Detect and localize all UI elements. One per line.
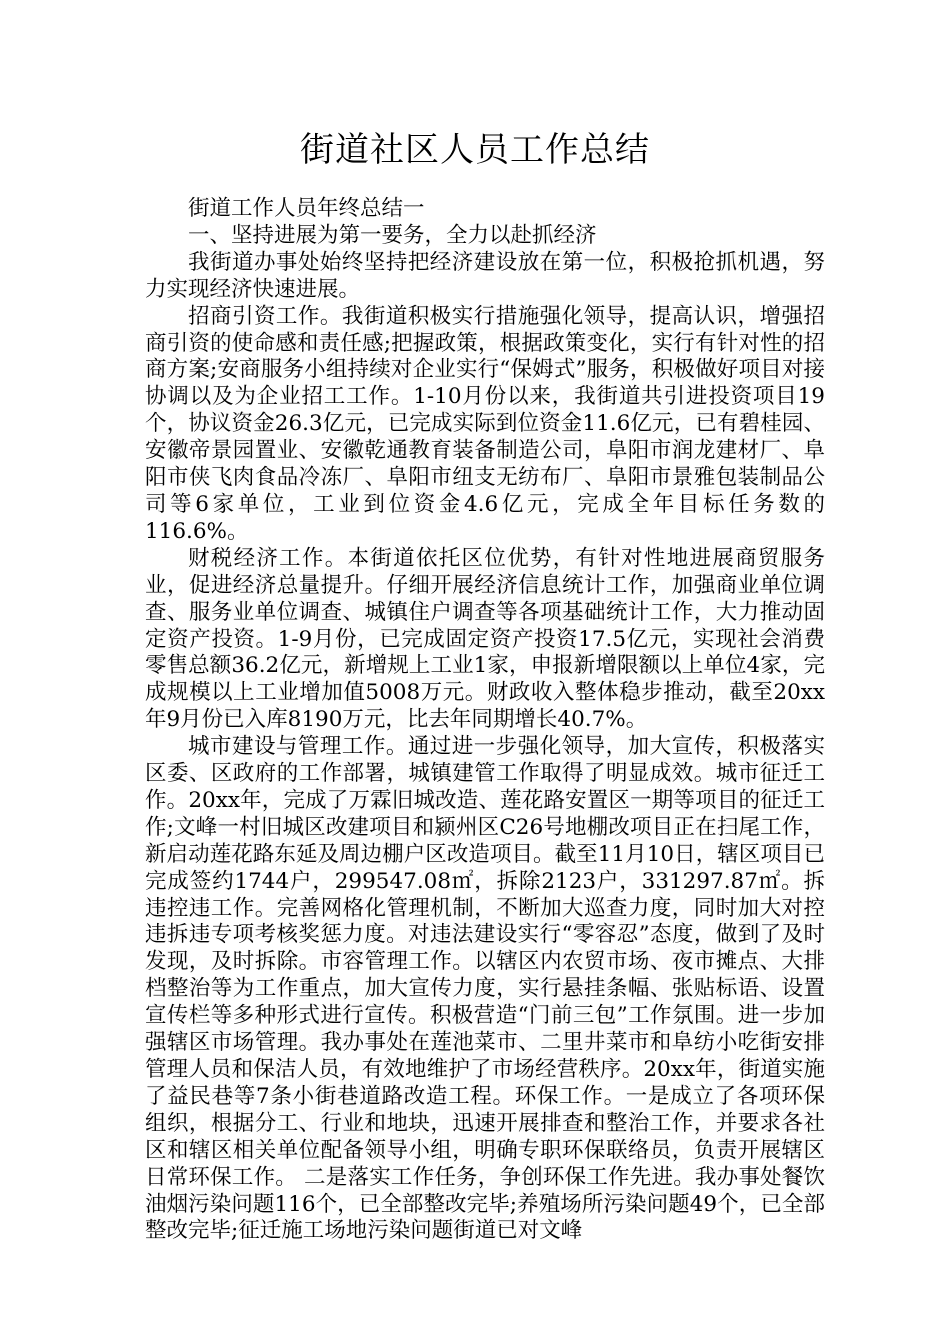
paragraph: 街道工作人员年终总结一 <box>188 196 425 221</box>
paragraph: 招商引资工作。我街道积极实行措施强化领导，提高认识，增强招商引资的使命感和责任感;把握政策，根据政策变化，实行有针对性的招商方案;安商服务小组持续对企业实行“保姆式”服务，积极做好项目对接协调以及为企业招工工作。1-10月份以来，我街道共引进投资项目19个，协议资金26.3亿元，已完成实际到位资金11.6亿元，已有碧桂园、安徽帝景园置业、安徽乾通教育装备制造公司，阜阳市润龙建材厂、阜阳市侠飞肉食品冷冻厂、阜阳市纽支无纺布厂、阜阳市景雅包装制品公司等6家单位，工业到位资金4.6亿元，完成全年目标任务数的116.6%。 <box>145 303 825 544</box>
document-body <box>145 196 825 1245</box>
paragraph: 城市建设与管理工作。通过进一步强化领导，加大宣传，积极落实区委、区政府的工作部署，城镇建管工作取得了明显成效。城市征迁工作。20xx年，完成了万霖旧城改造、莲花路安置区一期等项目的征迁工作;文峰一村旧城区改建项目和颍州区C26号地棚改项目正在扫尾工作，新启动莲花路东延及周边棚户区改造项目。截至11月10日，辖区项目已完成签约1744户，299547.08㎡，拆除2123户，331297.87㎡。拆违控违工作。完善网格化管理机制，不断加大巡查力度，同时加大对控违拆违专项考核奖惩力度。对违法建设实行“零容忍”态度，做到了及时发现，及时拆除。市容管理工作。以辖区内农贸市场、夜市摊点、大排档整治等为工作重点，加大宣传力度，实行悬挂条幅、张贴标语、设置宣传栏等多种形式进行宣传。积极营造“门前三包”工作氛围。进一步加强辖区市场管理。我办事处在莲池菜市、二里井菜市和阜纺小吃街安排管理人员和保洁人员，有效地维护了市场经营秩序。20xx年，街道实施了益民巷等7条小街巷道路改造工程。环保工作。一是成立了各项环保组织，根据分工、行业和地块，迅速开展排查和整治工作，并要求各社区和辖区相关单位配备领导小组，明确专职环保联络员，负责开展辖区日常环保工作。 二是落实工作任务，争创环保工作先进。我办事处餐饮油烟污染问题116个，已全部整改完毕;养殖场所污染问题49个，已全部整改完毕;征迁施工场地污染问题街道已对文峰 <box>145 734 825 1244</box>
paragraph: 我街道办事处始终坚持把经济建设放在第一位，积极抢抓机遇，努力实现经济快速进展。 <box>145 249 825 302</box>
document-title: 街道社区人员工作总结 <box>300 130 650 170</box>
section-heading: 一、坚持进展为第一要务，全力以赴抓经济 <box>188 222 597 248</box>
paragraph: 财税经济工作。本街道依托区位优势，有针对性地进展商贸服务业，促进经济总量提升。仔细开展经济信息统计工作，加强商业单位调查、服务业单位调查、城镇住户调查等各项基础统计工作，大力推动固定资产投资。1-9月份，已完成固定资产投资17.5亿元，实现社会消费零售总额36.2亿元，新增规上工业1家，申报新增限额以上单位4家，完成规模以上工业增加值5008万元。财政收入整体稳步推动，截至20xx年9月份已入库8190万元，比去年同期增长40.7%。 <box>145 545 825 733</box>
